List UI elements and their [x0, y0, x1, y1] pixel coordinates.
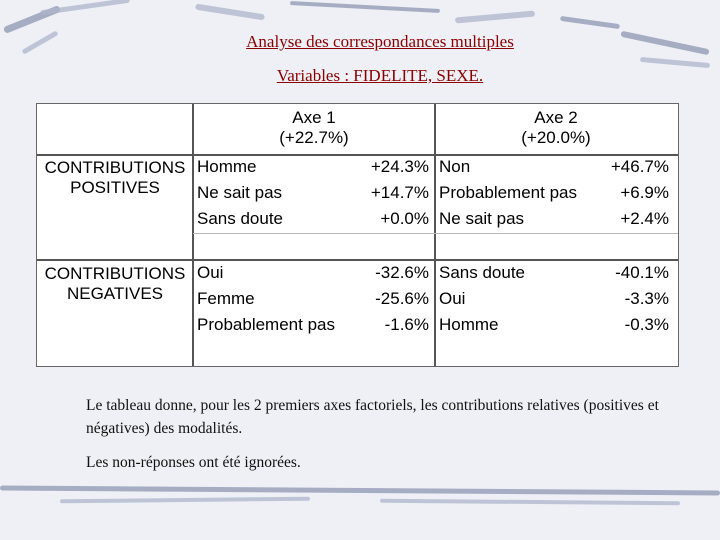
axis2-modality: Probablement pas: [439, 183, 577, 202]
axis2-value: -40.1%: [615, 263, 669, 282]
axis2-header: [436, 108, 676, 148]
slide-title: Analyse des correspondances multiples: [246, 32, 514, 51]
axis2-inertia: (+20.0%): [521, 128, 591, 147]
axis2-modality: Non: [439, 157, 471, 176]
axis2-value: -3.3%: [624, 289, 669, 308]
axis2-modality: Sans doute: [439, 263, 526, 282]
axis2-value: +46.7%: [610, 157, 669, 176]
section-label-line: NEGATIVES: [66, 284, 164, 303]
section-label-line: CONTRIBUTIONS: [44, 158, 186, 177]
axis2-value: +2.4%: [620, 209, 669, 228]
axis1-value: +0.0%: [380, 209, 429, 228]
axis2-value: +6.9%: [620, 183, 669, 202]
axis1-name: Axe 1: [292, 108, 336, 127]
axis1-value: -1.6%: [384, 315, 429, 334]
axis1-modality: Femme: [197, 289, 255, 308]
axis1-inertia: (+22.7%): [279, 128, 349, 147]
caption-paragraph: Les non-réponses ont été ignorées.: [86, 454, 301, 471]
axis1-modality: Sans doute: [197, 209, 284, 228]
table-divider: [193, 233, 678, 234]
axis2-modality: Oui: [439, 289, 466, 308]
caption: [86, 394, 676, 485]
axis1-modality: Ne sait pas: [197, 183, 283, 202]
contributions-table: [36, 103, 679, 367]
axis1-value: -32.6%: [375, 263, 429, 282]
axis1-modality: Homme: [197, 157, 257, 176]
axis2-value: -0.3%: [624, 315, 669, 334]
axis1-modality: Probablement pas: [197, 315, 335, 334]
axis2-name: Axe 2: [534, 108, 578, 127]
slide-subtitle: Variables : FIDELITE, SEXE.: [276, 66, 484, 85]
caption-paragraph: Le tableau donne, pour les 2 premiers axes factoriels, les contributions relatives (positives et négatives) des modalités.: [86, 397, 659, 437]
section-label-line: POSITIVES: [70, 178, 160, 197]
section-label-negatives: [37, 264, 193, 304]
axis1-value: +14.7%: [370, 183, 429, 202]
axis2-modality: Ne sait pas: [439, 209, 525, 228]
axis2-modality: Homme: [439, 315, 499, 334]
section-label-line: CONTRIBUTIONS: [44, 264, 186, 283]
section-label-positives: [37, 158, 193, 198]
axis1-value: +24.3%: [370, 157, 429, 176]
axis1-modality: Oui: [197, 263, 224, 282]
axis1-value: -25.6%: [375, 289, 429, 308]
axis1-header: [194, 108, 434, 148]
